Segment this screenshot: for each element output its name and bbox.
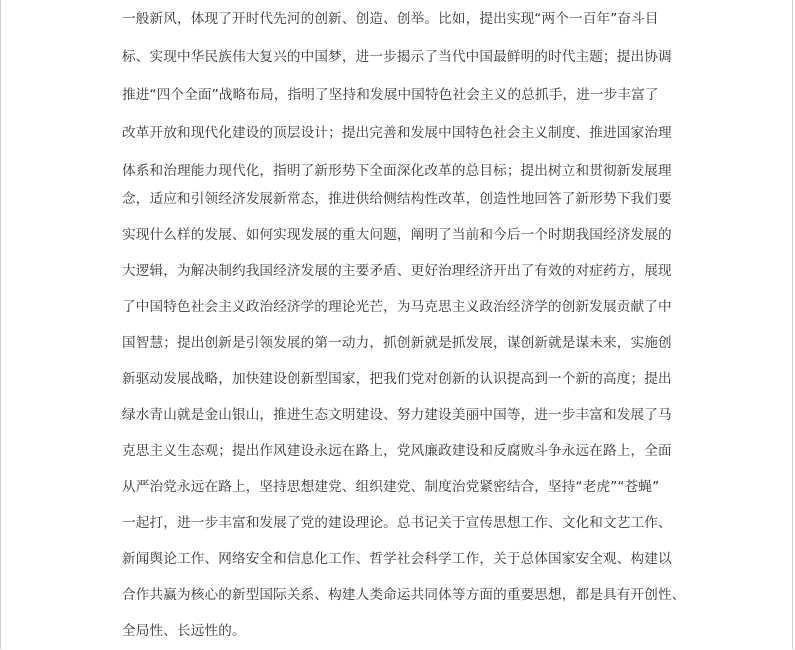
paragraph-line: 标、实现中华民族伟大复兴的中国梦，进一步揭示了当代中国最鲜明的时代主题；提出协调 <box>122 49 672 65</box>
paragraph-line: 一般新风，体现了开时代先河的创新、创造、创举。比如，提出实现“两个一百年”奋斗目 <box>122 11 659 27</box>
paragraph-line: 从严治党永远在路上，坚持思想建党、组织建党、制度治党紧密结合，坚持“老虎”“苍蝇” <box>122 479 660 495</box>
paragraph-line: 合作共赢为核心的新型国际关系、构建人类命运共同体等方面的重要思想，都是具有开创性、 <box>122 587 686 603</box>
paragraph-line: 了中国特色社会主义政治经济学的理论光芒，为马克思主义政治经济学的创新发展贡献了中 <box>122 299 672 315</box>
paragraph-line: 一起打，进一步丰富和发展了党的建设理论。总书记关于宣传思想工作、文化和文艺工作、 <box>122 515 672 531</box>
paragraph-line: 国智慧；提出创新是引领发展的第一动力，抓创新就是抓发展，谋创新就是谋未来，实施创 <box>122 335 672 351</box>
paragraph-line: 推进“四个全面”战略布局，指明了坚持和发展中国特色社会主义的总抓手，进一步丰富了 <box>122 87 659 103</box>
paragraph-line: 新驱动发展战略，加快建设创新型国家，把我们党对创新的认识提高到一个新的高度；提出 <box>122 371 672 387</box>
paragraph-line: 改革开放和现代化建设的顶层设计；提出完善和发展中国特色社会主义制度、推进国家治理 <box>122 125 672 141</box>
paragraph-line: 绿水青山就是金山银山，推进生态文明建设、努力建设美丽中国等，进一步丰富和发展了马 <box>122 407 672 423</box>
paragraph-line: 念，适应和引领经济发展新常态，推进供给侧结构性改革，创造性地回答了新形势下我们要 <box>122 191 672 207</box>
paragraph-line: 实现什么样的发展、如何实现发展的重大问题，阐明了当前和今后一个时期我国经济发展的 <box>122 227 672 243</box>
paragraph-line: 克思主义生态观；提出作风建设永远在路上，党风廉政建设和反腐败斗争永远在路上，全面 <box>122 443 672 459</box>
paragraph-line: 全局性、长远性的。 <box>122 623 246 639</box>
paragraph-line: 大逻辑，为解决制约我国经济发展的主要矛盾、更好治理经济开出了有效的对症药方，展现 <box>122 263 672 279</box>
paragraph-line: 新闻舆论工作、网络安全和信息化工作、哲学社会科学工作，关于总体国家安全观、构建以 <box>122 551 672 567</box>
paragraph-line: 体系和治理能力现代化，指明了新形势下全面深化改革的总目标；提出树立和贯彻新发展理 <box>122 163 672 179</box>
